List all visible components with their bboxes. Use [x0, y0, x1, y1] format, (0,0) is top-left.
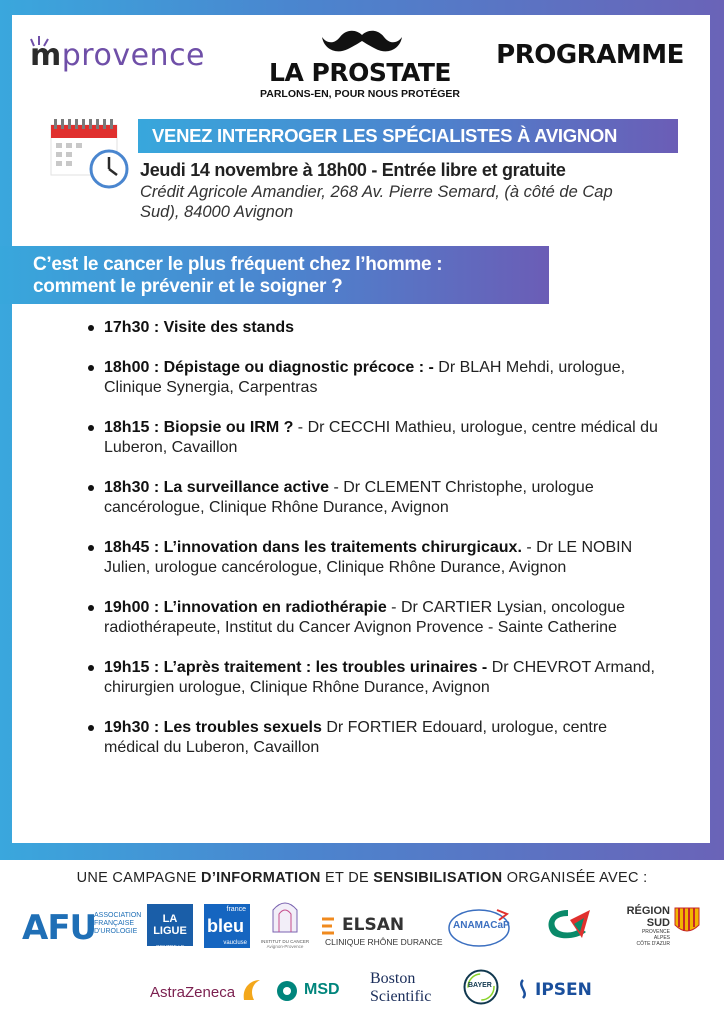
list-item: 18h30 : La surveillance active - Dr CLEMENT Christophe, urologue cancérologue, Clinique Rhône Durance, Avignon: [86, 478, 666, 518]
astrazeneca-swirl-icon: [240, 978, 262, 1002]
event-date: Jeudi 14 novembre à 18h00 - Entrée libre et gratuite: [140, 160, 566, 180]
institut-emblem-icon: [270, 898, 300, 934]
list-item: 19h00 : L’innovation en radiothérapie - Dr CARTIER Lysian, oncologue radiothérapeute, Institut du Cancer Avignon Provence - Sainte Catherine: [86, 598, 666, 638]
elsan-logo: ELSAN CLINIQUE RHÔNE DURANCE: [320, 915, 445, 949]
list-item: 18h15 : Biopsie ou IRM ? - Dr CECCHI Mathieu, urologue, centre médical du Luberon, Cavaillon: [86, 418, 666, 458]
list-item: 18h00 : Dépistage ou diagnostic précoce : - Dr BLAH Mehdi, urologue, Clinique Synergia, Carpentras: [86, 358, 666, 398]
bayer-logo: BAYER: [463, 969, 499, 1005]
page-title: LA PROSTATE: [269, 58, 451, 87]
list-item: 17h30 : Visite des stands: [86, 318, 666, 338]
mprovence-logo: mprovence: [30, 38, 206, 73]
ipsen-logo: IPSEN: [515, 978, 625, 1004]
boston-scientific-logo: Boston Scientific: [370, 970, 432, 1005]
institut-cancer-logo: INSTITUT DU CANCER Avignon-Provence: [260, 898, 310, 956]
msd-mark-icon: [276, 980, 298, 1002]
list-item: 18h45 : L’innovation dans les traitements chirurgicaux. - Dr LE NOBIN Julien, urologue cancérologue, Clinique Rhône Durance, Avignon: [86, 538, 666, 578]
mustache-icon: [322, 27, 402, 57]
region-crest-icon: [674, 907, 700, 937]
credit-agricole-logo: [540, 906, 596, 944]
event-banner: VENEZ INTERROGER LES SPÉCIALISTES À AVIGNON: [138, 119, 678, 153]
msd-logo: MSD: [276, 978, 346, 1004]
list-item: 19h15 : L’après traitement : les troubles urinaires - Dr CHEVROT Armand, chirurgien urologue, Clinique Rhône Durance, Avignon: [86, 658, 666, 698]
event-address: Crédit Agricole Amandier, 268 Av. Pierre Semard, (à côté de Cap Sud), 84000 Avignon: [140, 183, 613, 221]
program-list: [86, 318, 666, 778]
la-ligue-logo: LA LIGUE CONTRE LE CANCER: [147, 904, 193, 946]
anamacap-logo: ANAMACaP: [447, 906, 511, 950]
region-sud-logo: RÉGION SUD PROVENCE ALPES CÔTE D'AZUR: [614, 905, 706, 951]
france-bleu-logo: france bleu vaucluse: [204, 904, 250, 948]
astrazeneca-logo: AstraZeneca: [150, 978, 270, 1008]
elsan-mark-icon: [320, 917, 336, 935]
campaign-statement: UNE CAMPAGNE D’INFORMATION ET DE SENSIBILISATION ORGANISÉE AVEC :: [76, 870, 648, 886]
afu-logo: AFU ASSOCIATION FRANÇAISE D'UROLOGIE: [22, 908, 142, 948]
ipsen-mark-icon: [515, 978, 531, 1000]
section-banner: C’est le cancer le plus fréquent chez l’homme : comment le prévenir et le soigner ?: [0, 246, 549, 304]
calendar-clock-icon: [47, 117, 132, 192]
page-subtitle: PARLONS-EN, POUR NOUS PROTÉGER: [260, 88, 460, 100]
list-item: 19h30 : Les troubles sexuels Dr FORTIER Edouard, urologue, centre médical du Luberon, Cavaillon: [86, 718, 666, 758]
programme-heading: PROGRAMME: [496, 40, 684, 70]
